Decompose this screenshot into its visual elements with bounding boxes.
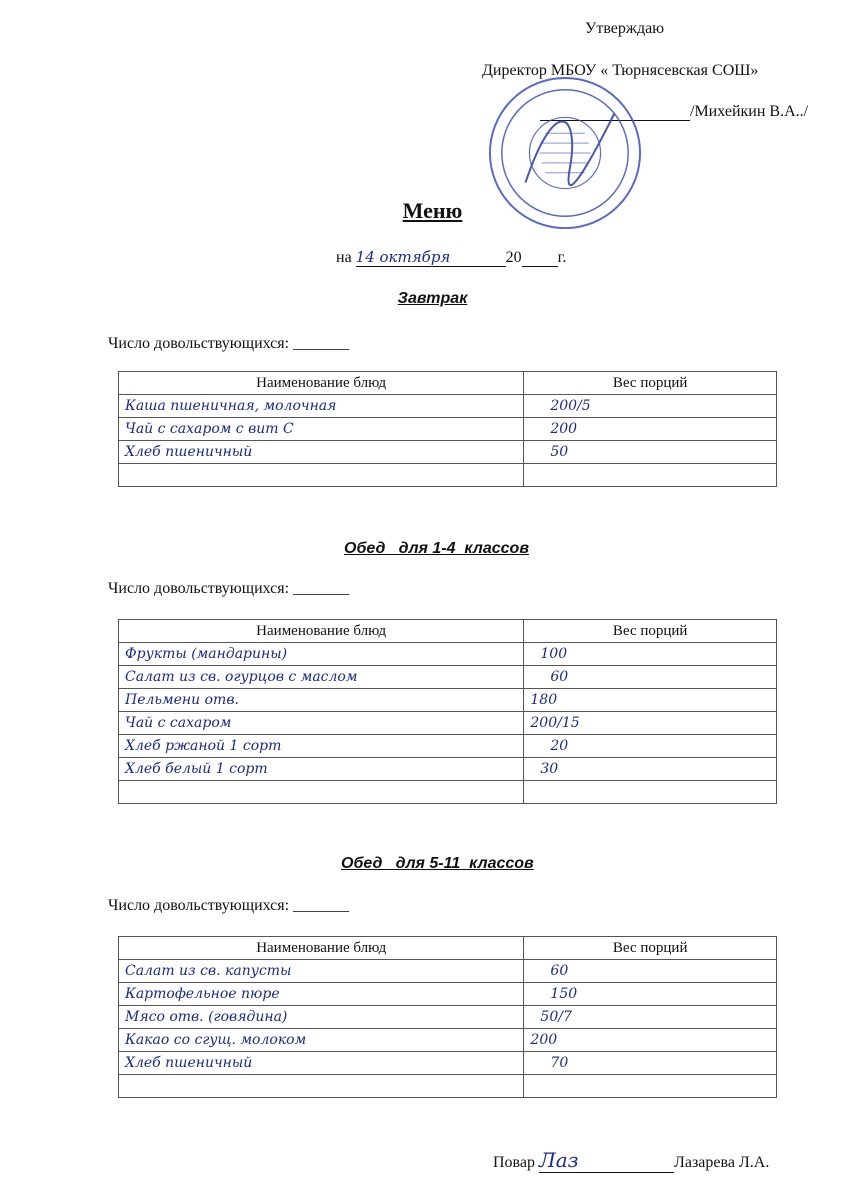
dish-name: Хлеб белый 1 сорт — [125, 760, 268, 777]
table-row — [119, 735, 777, 758]
column-header-weight: Вес порций — [524, 372, 777, 395]
table-row — [119, 1052, 777, 1075]
dish-weight: 200/15 — [530, 714, 580, 731]
dish-name: Какао со сгущ. молоком — [125, 1031, 307, 1048]
year-blank — [522, 250, 558, 267]
cook-name: Лазарева Л.А. — [674, 1154, 770, 1171]
count-label-breakfast: Число довольствующихся: _______ — [108, 335, 350, 352]
table-row — [119, 666, 777, 689]
dish-weight: 200 — [530, 1031, 558, 1048]
dish-name: Картофельное пюре — [125, 985, 280, 1002]
column-header-weight: Вес порций — [524, 937, 777, 960]
table-header-row — [119, 372, 777, 395]
dish-name: Хлеб ржаной 1 сорт — [125, 737, 282, 754]
table-row — [119, 712, 777, 735]
dish-name: Чай с сахаром с вит С — [125, 420, 294, 437]
table-row — [119, 1075, 777, 1098]
dish-name: Хлеб пшеничный — [125, 1054, 253, 1071]
table-row — [119, 418, 777, 441]
dish-weight: 30 — [540, 760, 559, 777]
cook-role: Повар — [493, 1154, 535, 1171]
lunch-1-4-table — [118, 619, 777, 804]
dish-name: Мясо отв. (говядина) — [125, 1008, 288, 1025]
section-title-lunch-1-4: Обед для 1-4 классов — [344, 540, 529, 557]
approve-label: Утверждаю — [585, 20, 665, 37]
page-title: Меню — [402, 198, 463, 223]
dish-name: Пельмени отв. — [125, 691, 239, 708]
table-row — [119, 960, 777, 983]
dish-name: Хлеб пшеничный — [125, 443, 253, 460]
table-row — [119, 395, 777, 418]
table-row — [119, 1029, 777, 1052]
dish-weight: 60 — [550, 668, 569, 685]
date-handwritten: 14 октября — [356, 248, 506, 267]
dish-name: Чай с сахаром — [125, 714, 232, 731]
table-row — [119, 1006, 777, 1029]
table-header-row — [119, 620, 777, 643]
table-row — [119, 643, 777, 666]
section-title-lunch-5-11: Обед для 5-11 классов — [341, 855, 534, 872]
cook-signature: Лаз — [539, 1148, 674, 1173]
table-row — [119, 781, 777, 804]
count-label-lunch-1-4: Число довольствующихся: _______ — [108, 580, 350, 597]
table-row — [119, 441, 777, 464]
director-line: Директор МБОУ « Тюрнясевская СОШ» — [482, 62, 759, 79]
column-header-weight: Вес порций — [524, 620, 777, 643]
director-name: /Михейкин В.А../ — [690, 103, 809, 120]
dish-weight: 180 — [530, 691, 558, 708]
dish-name: Каша пшеничная, молочная — [125, 397, 337, 414]
table-row — [119, 464, 777, 487]
date-suffix: г. — [557, 249, 567, 266]
dish-weight: 20 — [550, 737, 569, 754]
year-prefix: 20 — [505, 249, 522, 266]
cook-signature-line — [493, 1148, 769, 1173]
dish-weight: 50 — [550, 443, 569, 460]
column-header-dish: Наименование блюд — [119, 937, 524, 960]
table-row — [119, 689, 777, 712]
column-header-dish: Наименование блюд — [119, 620, 524, 643]
dish-name: Фрукты (мандарины) — [125, 645, 288, 662]
lunch-5-11-table — [118, 936, 777, 1098]
dish-name: Салат из св. огурцов с маслом — [125, 668, 358, 685]
table-row — [119, 983, 777, 1006]
date-line — [336, 248, 566, 267]
section-title-breakfast: Завтрак — [397, 290, 468, 307]
dish-weight: 150 — [550, 985, 578, 1002]
date-prefix: на — [336, 249, 352, 266]
table-row — [119, 758, 777, 781]
breakfast-table — [118, 371, 777, 487]
dish-weight: 60 — [550, 962, 569, 979]
dish-weight: 200/5 — [550, 397, 591, 414]
column-header-dish: Наименование блюд — [119, 372, 524, 395]
dish-name: Салат из св. капусты — [125, 962, 292, 979]
table-header-row — [119, 937, 777, 960]
count-label-lunch-5-11: Число довольствующихся: _______ — [108, 897, 350, 914]
dish-weight: 200 — [550, 420, 578, 437]
dish-weight: 100 — [540, 645, 568, 662]
dish-weight: 70 — [550, 1054, 569, 1071]
dish-weight: 50/7 — [540, 1008, 572, 1025]
